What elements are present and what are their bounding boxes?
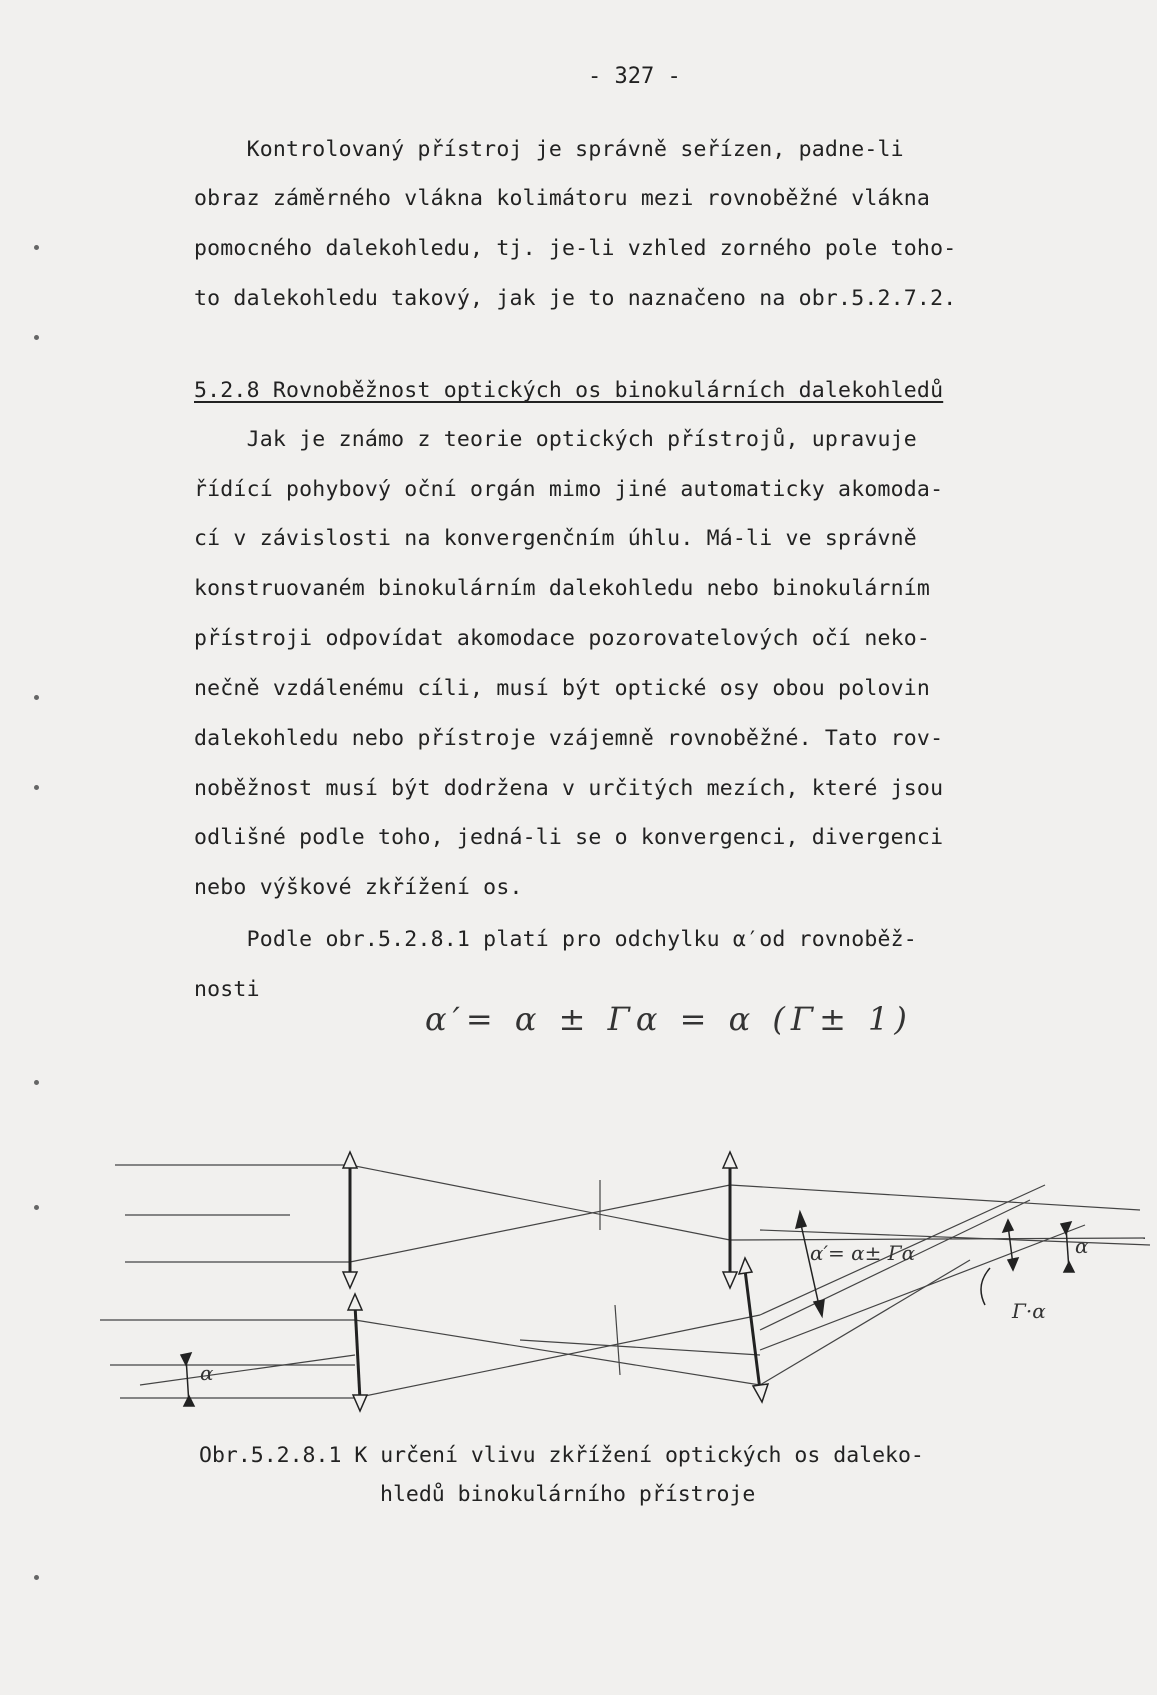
- margin-hole-mark: [34, 785, 39, 790]
- page-number: - 327 -: [588, 64, 681, 89]
- margin-hole-mark: [34, 695, 39, 700]
- paragraph-line: pomocného dalekohledu, tj. je-li vzhled zorného pole toho-: [194, 236, 957, 261]
- figure-lines: [100, 1165, 1150, 1398]
- lens-lower-left: [355, 1305, 360, 1400]
- paragraph-line: Kontrolovaný přístroj je správně seřízen, padne-li: [194, 137, 904, 162]
- figure-caption-line: Obr.5.2.8.1 K určení vlivu zkřížení optických os daleko-: [199, 1443, 924, 1468]
- handwritten-formula: α′= α ± Γα = α (Γ± 1): [425, 1000, 913, 1038]
- paragraph-line: nečně vzdálenému cíli, musí být optické osy obou polovin: [194, 676, 931, 701]
- figure-caption-line: hledů binokulárního přístroje: [380, 1482, 756, 1507]
- optical-axes-figure: [0, 1100, 1157, 1440]
- gamma-alpha-label: Γ·α: [1012, 1299, 1046, 1323]
- paragraph-line: přístroji odpovídat akomodace pozorovatelových očí neko-: [194, 626, 931, 651]
- alpha-left-label: α: [200, 1361, 214, 1385]
- paragraph-line: obraz záměrného vlákna kolimátoru mezi rovnoběžné vlákna: [194, 186, 931, 211]
- paragraph-line: nosti: [194, 977, 260, 1002]
- margin-hole-mark: [34, 335, 39, 340]
- paragraph-line: noběžnost musí být dodržena v určitých mezích, které jsou: [194, 776, 944, 801]
- lens-lower-right: [745, 1270, 760, 1390]
- paragraph-line: odlišné podle toho, jedná-li se o konvergenci, divergenci: [194, 825, 944, 850]
- paragraph-line: Jak je známo z teorie optických přístrojů, upravuje: [194, 427, 917, 452]
- margin-hole-mark: [34, 1575, 39, 1580]
- alpha-prime-label: α′= α± Γα: [810, 1241, 916, 1265]
- paragraph-line: řídící pohybový oční orgán mimo jiné automaticky akomoda-: [194, 477, 944, 502]
- paragraph-line: dalekohledu nebo přístroje vzájemně rovnoběžné. Tato rov-: [194, 726, 944, 751]
- paragraph-line: cí v závislosti na konvergenčním úhlu. Má-li ve správně: [194, 526, 917, 551]
- angle-markers: [181, 1212, 1074, 1406]
- paragraph-line: to dalekohledu takový, jak je to naznačeno na obr.5.2.7.2.: [194, 286, 957, 311]
- margin-hole-mark: [34, 245, 39, 250]
- section-heading: 5.2.8 Rovnoběžnost optických os binokulárních dalekohledů: [194, 378, 944, 403]
- paragraph-line: nebo výškové zkřížení os.: [194, 875, 523, 900]
- paragraph-line: konstruovaném binokulárním dalekohledu nebo binokulárním: [194, 576, 931, 601]
- lens-arrowheads: [343, 1152, 768, 1411]
- lens-elements: [350, 1162, 760, 1400]
- alpha-right-label: α: [1075, 1234, 1089, 1258]
- paragraph-line: Podle obr.5.2.8.1 platí pro odchylku α′od rovnoběž-: [194, 927, 917, 952]
- margin-hole-mark: [34, 1080, 39, 1085]
